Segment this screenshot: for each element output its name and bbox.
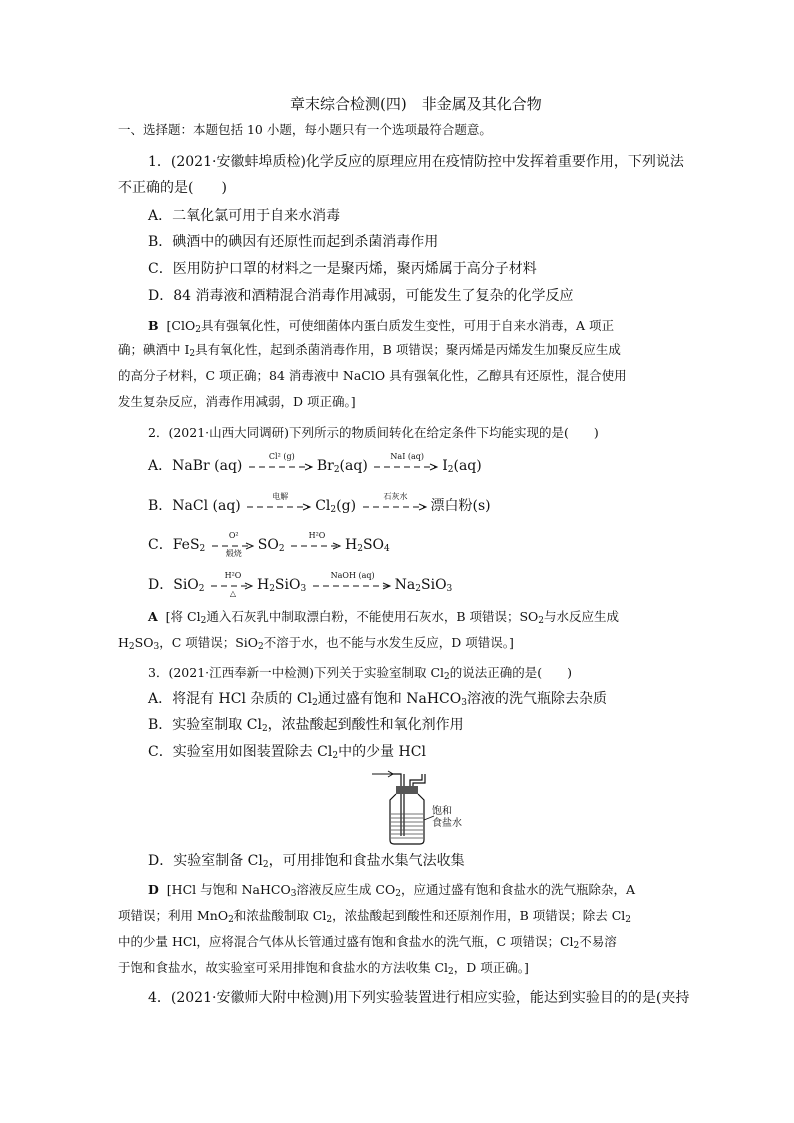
text: Na: [394, 577, 416, 593]
text: ，浓盐酸起到酸性和氧化剂作用: [267, 717, 464, 733]
sub: 2: [448, 967, 454, 977]
text: (aq): [339, 458, 368, 474]
text: 具有氧化性，起到杀菌消毒作用，B 项错误；聚丙烯是丙烯发生加聚反应生成: [195, 342, 621, 357]
text: 具有强氧化性，可使细菌体内蛋白质发生变性，可用于自来水消毒，A 项正: [200, 318, 614, 333]
arrow-icon: [313, 582, 393, 590]
reaction-arrow: [249, 452, 315, 476]
gas-washing-bottle-figure: [370, 768, 470, 848]
condition: 石灰水: [383, 492, 408, 501]
q1-option-b: B．碘酒中的碘因有还原性而起到杀菌消毒作用: [148, 234, 439, 250]
text: C．实验室用如图装置除去 Cl: [148, 744, 333, 760]
text: ，浓盐酸起到酸性和还原剂作用，B 项错误；除去 Cl: [332, 908, 626, 923]
text: ，C 项错误；SiO: [159, 635, 259, 650]
text: B．NaCl (aq): [148, 498, 241, 514]
text: [将 Cl: [165, 609, 201, 624]
text: 食盐水: [432, 818, 462, 829]
sub: 2: [447, 465, 454, 475]
sub: 3: [461, 698, 467, 708]
text: D．SiO: [148, 577, 199, 593]
arrow-icon: [211, 582, 255, 590]
sub: 2: [195, 325, 201, 335]
sub: 2: [262, 860, 269, 870]
text: 于饱和食盐水，故实验室可采用排饱和食盐水的方法收集 Cl: [118, 960, 449, 975]
sub: 2: [312, 698, 318, 708]
sub: 2: [200, 616, 207, 626]
text: H: [118, 635, 129, 650]
condition: O²: [228, 531, 239, 540]
q3-option-a: [148, 689, 607, 709]
arrow-icon: [249, 463, 315, 471]
text: 项错误；利用 MnO: [118, 908, 229, 923]
text: (g): [336, 498, 357, 514]
q1-answer-line4: 发生复杂反应，消毒作用减弱，D 项正确。]: [118, 394, 356, 409]
sub: 2: [332, 751, 339, 761]
text: 3．(2021·江西奉新一中检测)下列关于实验室制取 Cl: [148, 665, 445, 680]
text: C．FeS: [148, 537, 200, 553]
condition: △: [229, 589, 237, 598]
sub: 2: [357, 544, 363, 554]
q1-answer-line1: [148, 316, 614, 336]
condition: Cl² (g): [268, 452, 295, 461]
q1-option-d: D．84 消毒液和酒精混合消毒作用减弱，可能发生了复杂的化学反应: [148, 288, 574, 304]
sub: 2: [189, 349, 196, 359]
q1-stem-line1: 1．(2021·安徽蚌埠质检)化学反应的原理应用在疫情防控中发挥着重要作用，下列说法: [148, 154, 684, 170]
text: B．实验室制取 Cl: [148, 717, 262, 733]
sub: 2: [128, 642, 135, 652]
sub: 2: [228, 915, 234, 925]
text: 不溶于水，也不能与水发生反应，D 项错误。]: [263, 635, 514, 650]
text: A．NaBr (aq): [148, 458, 243, 474]
text: SiO: [421, 577, 447, 593]
text: D．实验室制备 Cl: [148, 853, 263, 869]
text: 漂白粉(s): [430, 498, 491, 514]
text: 中的少量 HCl，应将混合气体从长管通过盛有饱和食盐水的洗气瓶，C 项错误；Cl: [118, 934, 574, 949]
text: 和浓盐酸制取 Cl: [233, 908, 327, 923]
text: ，D 项正确。]: [453, 960, 529, 975]
figure-label: [432, 806, 462, 830]
sub: 2: [415, 584, 421, 594]
q2-option-a: [148, 452, 482, 476]
text: ，可用排饱和食盐水集气法收集: [268, 853, 465, 869]
text: 与水反应生成: [544, 609, 620, 624]
arrow-icon: [212, 542, 256, 550]
text: 通过盛有饱和 NaHCO: [317, 691, 462, 707]
sub: 2: [326, 915, 333, 925]
condition: 煅烧: [225, 549, 242, 558]
reaction-arrow: [374, 452, 440, 476]
sub: 3: [153, 642, 160, 652]
text: A．将混有 HCl 杂质的 Cl: [148, 691, 313, 707]
sub: 4: [384, 544, 390, 554]
arrow-icon: [291, 542, 343, 550]
condition: NaI (aq): [390, 452, 425, 461]
sub: 2: [333, 465, 340, 475]
sub: 2: [444, 672, 450, 682]
text: 的说法正确的是( ): [449, 665, 573, 680]
q1-option-c: C．医用防护口罩的材料之一是聚丙烯，聚丙烯属于高分子材料: [148, 261, 537, 277]
text: SO: [134, 635, 154, 650]
condition: NaOH (aq): [330, 571, 375, 580]
sub: 2: [573, 941, 580, 951]
q1-answer-line2: [118, 340, 621, 360]
q3-option-d: [148, 851, 465, 871]
q2-option-c: [148, 531, 390, 558]
text: [HCl 与饱和 NaHCO: [166, 882, 291, 897]
sub: 2: [625, 915, 632, 925]
text: 确；碘酒中 I: [118, 342, 190, 357]
answer-letter: A: [148, 609, 158, 624]
sub: 2: [258, 642, 264, 652]
q1-option-a: A．二氧化氯可用于自来水消毒: [148, 208, 341, 224]
q2-answer-line2: [118, 633, 514, 653]
q4-stem: 4．(2021·安徽师大附中检测)用下列实验装置进行相应实验，能达到实验目的的是(夹持: [148, 990, 690, 1006]
q3-stem: [148, 663, 572, 683]
sub: 2: [198, 584, 205, 594]
text: [ClO: [166, 318, 196, 333]
text: Br: [316, 458, 334, 474]
q3-answer-line4: [118, 958, 529, 978]
arrow-icon: [363, 503, 429, 511]
q1-stem-line2: 不正确的是( ): [118, 180, 227, 196]
q3-answer-line2: [118, 906, 631, 926]
text: 不易溶: [579, 934, 617, 949]
text: 溶液反应生成 CO: [296, 882, 396, 897]
sub: 2: [261, 724, 268, 734]
arrow-icon: [247, 503, 313, 511]
q2-option-b: [148, 492, 491, 516]
answer-letter: B: [148, 318, 159, 333]
condition: 电解: [272, 492, 289, 501]
section-heading: 一、选择题：本题包括 10 小题，每小题只有一个选项最符合题意。: [118, 122, 492, 137]
q2-option-d: [148, 571, 453, 598]
q1-answer-line3: 的高分子材料，C 项正确；84 消毒液中 NaClO 具有强氧化性，乙醇具有还原性，混合使用: [118, 368, 627, 383]
condition: H²O: [224, 571, 242, 580]
text: SiO: [274, 577, 301, 593]
text: ，应通过盛有饱和食盐水的洗气瓶除杂，A: [400, 882, 635, 897]
sub: 2: [330, 505, 337, 515]
reaction-arrow: [247, 492, 313, 516]
page-title: 章末综合检测(四) 非金属及其化合物: [290, 95, 542, 113]
reaction-arrow: [212, 531, 256, 558]
text: Cl: [315, 498, 331, 514]
text: H: [256, 577, 270, 593]
sub: 3: [290, 889, 297, 899]
text: 通入石灰乳中制取漂白粉，不能使用石灰水，B 项错误；SO: [206, 609, 539, 624]
sub: 2: [199, 544, 206, 554]
sub: 2: [278, 544, 285, 554]
condition: H²O: [308, 531, 326, 540]
sub: 3: [446, 584, 453, 594]
reaction-arrow: [211, 571, 255, 598]
text: (aq): [453, 458, 482, 474]
text: H: [345, 537, 358, 553]
text: I: [442, 458, 448, 474]
sub: 2: [395, 889, 401, 899]
text: 中的少量 HCl: [338, 744, 426, 760]
text: SO: [257, 537, 279, 553]
text: 饱和: [432, 806, 452, 817]
q3-option-c: [148, 742, 426, 762]
q3-option-b: [148, 715, 464, 735]
q2-stem: 2．(2021·山西大同调研)下列所示的物质间转化在给定条件下均能实现的是( ): [148, 425, 599, 440]
sub: 3: [300, 584, 307, 594]
reaction-arrow: [291, 531, 343, 555]
reaction-arrow: [363, 492, 429, 516]
q3-answer-line1: [148, 880, 635, 900]
q2-answer-line1: [148, 607, 619, 627]
reaction-arrow: [313, 571, 393, 595]
sub: 2: [269, 584, 275, 594]
q3-answer-line3: [118, 932, 617, 952]
sub: 2: [538, 616, 545, 626]
answer-letter: D: [148, 882, 159, 897]
text: SO: [362, 537, 385, 553]
text: 溶液的洗气瓶除去杂质: [466, 691, 607, 707]
arrow-icon: [374, 463, 440, 471]
